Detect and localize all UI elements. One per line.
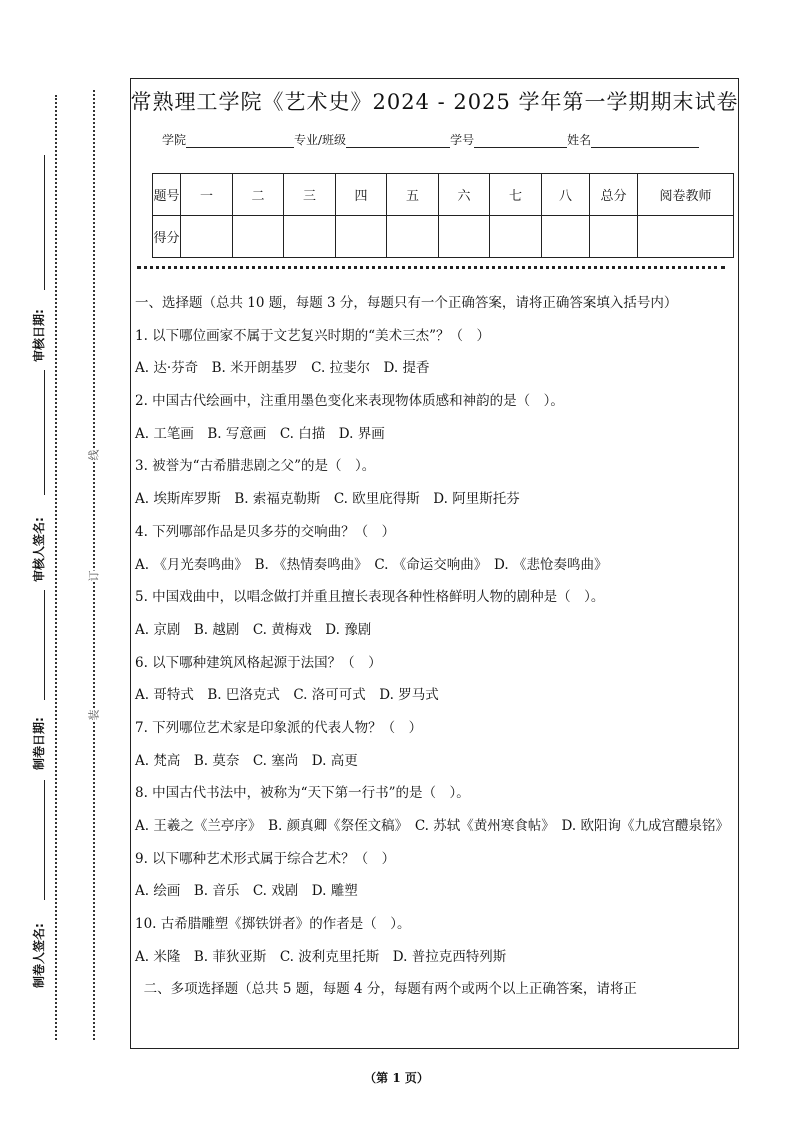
- col-header: 七: [490, 174, 542, 216]
- score-cell[interactable]: [490, 216, 542, 258]
- question: 5. 中国戏曲中，以唱念做打并重且擅长表现各种性格鲜明人物的剧种是（ ）。: [135, 589, 605, 606]
- question: 10. 古希腊雕塑《掷铁饼者》的作者是（ ）。: [135, 916, 411, 933]
- reviewer-sign-line: [44, 370, 45, 495]
- question: 9. 以下哪种艺术形式属于综合艺术？（ ）: [135, 850, 396, 867]
- score-cell[interactable]: [284, 216, 336, 258]
- options: A. 绘画 B. 音乐 C. 戏剧 D. 雕塑: [135, 883, 358, 900]
- student-id-field[interactable]: [474, 133, 567, 148]
- score-cell[interactable]: [233, 216, 284, 258]
- options: A. 米隆 B. 菲狄亚斯 C. 波利克里托斯 D. 普拉克西特列斯: [135, 948, 507, 965]
- score-cell[interactable]: [638, 216, 734, 258]
- maker-sign-label: 制卷人签名:: [32, 923, 46, 988]
- question: 2. 中国古代绘画中，注重用墨色变化来表现物体质感和神韵的是（ ）。: [135, 393, 564, 410]
- score-cell[interactable]: [590, 216, 638, 258]
- col-header: 三: [284, 174, 336, 216]
- options: A. 工笔画 B. 写意画 C. 白描 D. 界画: [135, 425, 385, 442]
- question: 6. 以下哪种建筑风格起源于法国？（ ）: [135, 654, 382, 671]
- binding-mark-line: 线: [87, 449, 101, 461]
- options: A. 达·芬奇 B. 米开朗基罗 C. 拉斐尔 D. 提香: [135, 360, 430, 377]
- name-label: 姓名: [567, 133, 592, 147]
- question: 3. 被誉为“古希腊悲剧之父”的是（ ）。: [135, 458, 376, 475]
- question: 7. 下列哪位艺术家是印象派的代表人物？（ ）: [135, 719, 423, 736]
- page-number: （第 1 页）: [364, 1071, 429, 1085]
- college-label: 学院: [162, 133, 187, 147]
- major-label: 专业/班级: [294, 133, 347, 147]
- options: A. 哥特式 B. 巴洛克式 C. 洛可可式 D. 罗马式: [135, 687, 439, 704]
- col-header: 总分: [590, 174, 638, 216]
- student-info: [162, 131, 699, 148]
- review-date-line: [44, 155, 45, 290]
- question: 8. 中国古代书法中，被称为“天下第一行书”的是（ ）。: [135, 785, 470, 802]
- question: 1. 以下哪位画家不属于文艺复兴时期的“美术三杰”？（ ）: [135, 327, 490, 344]
- page-title: 常熟理工学院《艺术史》2024 - 2025 学年第一学期期末试卷: [130, 90, 739, 114]
- review-date-label: 审核日期:: [32, 309, 46, 362]
- score-cell[interactable]: [336, 216, 387, 258]
- section-heading: 二、多项选择题（总共 5 题，每题 4 分，每题有两个或两个以上正确答案，请将正: [135, 981, 637, 998]
- binding-mark-order: 订: [87, 570, 101, 582]
- student-id-label: 学号: [450, 133, 475, 147]
- col-header: 八: [542, 174, 590, 216]
- binding-mark-pack: 装: [87, 709, 101, 721]
- col-header: 一: [181, 174, 233, 216]
- score-cell[interactable]: [542, 216, 590, 258]
- row-label-question: 题号: [153, 174, 181, 216]
- options: A. 王羲之《兰亭序》 B. 颜真卿《祭侄文稿》 C. 苏轼《黄州寒食帖》 D. 欧阳询《九成宫醴泉铭》: [135, 818, 729, 834]
- options: A. 京剧 B. 越剧 C. 黄梅戏 D. 豫剧: [135, 621, 372, 638]
- options: A. 梵高 B. 莫奈 C. 塞尚 D. 高更: [135, 752, 358, 769]
- major-field[interactable]: [346, 133, 450, 148]
- options: A. 埃斯库罗斯 B. 索福克勒斯 C. 欧里庇得斯 D. 阿里斯托芬: [135, 491, 520, 508]
- dotted-divider: [55, 95, 57, 1040]
- score-cell[interactable]: [181, 216, 233, 258]
- dotted-separator: [137, 266, 725, 269]
- options: A. 《月光奏鸣曲》 B. 《热情奏鸣曲》 C. 《命运交响曲》 D. 《悲怆奏鸣曲》: [135, 556, 608, 573]
- score-cell[interactable]: [387, 216, 439, 258]
- row-label-score: 得分: [153, 216, 181, 258]
- col-header: 六: [439, 174, 490, 216]
- section-heading: 一、选择题（总共 10 题，每题 3 分，每题只有一个正确答案，请将正确答案填入括号内）: [135, 295, 678, 311]
- score-cell[interactable]: [439, 216, 490, 258]
- col-header: 五: [387, 174, 439, 216]
- col-header: 四: [336, 174, 387, 216]
- col-header: 阅卷教师: [638, 174, 734, 216]
- score-table: [152, 173, 734, 258]
- college-field[interactable]: [186, 133, 294, 148]
- questions: [135, 295, 739, 1014]
- make-date-line: [44, 590, 45, 700]
- name-field[interactable]: [591, 133, 699, 148]
- reviewer-sign-label: 审核人签名:: [32, 517, 46, 582]
- make-date-label: 制卷日期:: [32, 717, 46, 770]
- col-header: 二: [233, 174, 284, 216]
- maker-sign-line: [44, 780, 45, 900]
- binding-dotted-line: [93, 90, 95, 1040]
- question: 4. 下列哪部作品是贝多芬的交响曲？（ ）: [135, 523, 396, 540]
